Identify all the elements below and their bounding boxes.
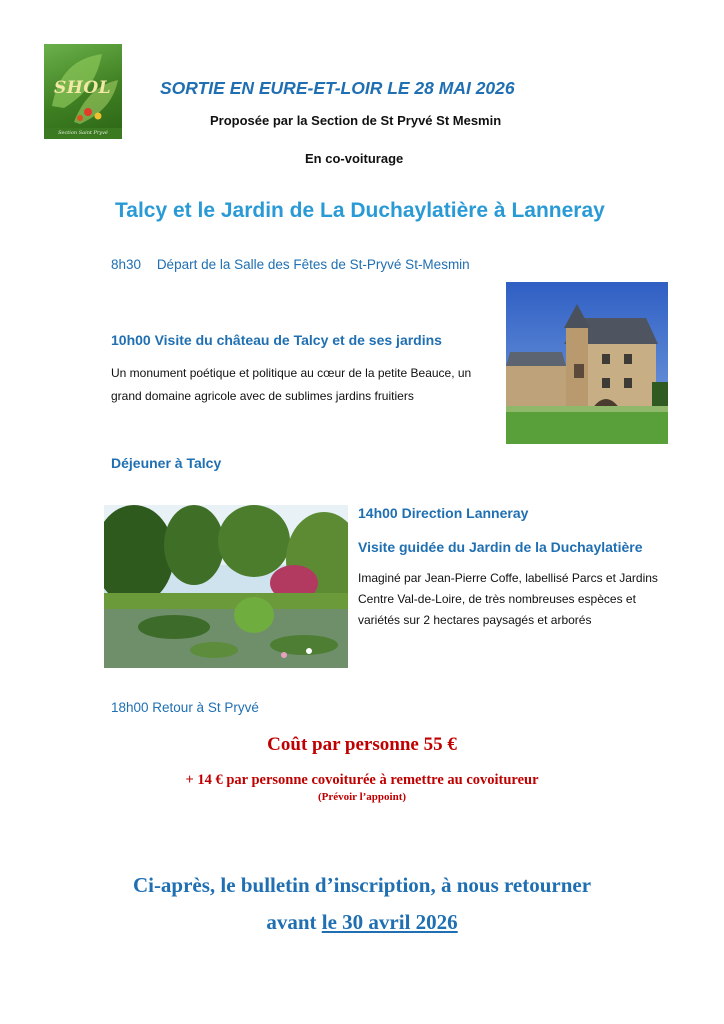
registration-note: Ci-après, le bulletin d’inscription, à nous retourner [132,873,592,897]
lunch-line: Déjeuner à Talcy [111,455,222,471]
departure-time: 8h30 [111,257,142,272]
logo-subtitle: Section Saint Pryvé [44,128,122,139]
chateau-visit-description: Un monument poétique et politique au cœur de la petite Beauce, un grand domaine agricole avec de sublimes jardins fruitiers [111,366,472,403]
chateau-visit-title: 10h00 Visite du château de Talcy et de ses jardins [111,332,442,348]
chateau-photo [506,282,668,444]
garden-visit-description: Imaginé par Jean-Pierre Coffe, labellisé Parcs et Jardins Centre Val-de-Loire, de très nombreuses espèces et variétés sur 2 hectares paysagés et arborés [358,571,658,627]
shol-logo [44,44,122,139]
garden-photo [104,505,348,668]
garden-visit-title: Visite guidée du Jardin de la Duchaylatière [358,539,643,555]
deadline-prefix: avant [266,910,322,934]
deadline-date: le 30 avril 2026 [321,910,458,934]
event-heading: SORTIE EN EURE-ET-LOIR LE 28 MAI 2026 [160,78,515,98]
organizer-line: Proposée par la Section de St Pryvé St Mesmin [210,113,502,128]
cost-line: Coût par personne 55 € [267,734,457,755]
exact-change-note: (Prévoir l’appoint) [317,791,407,803]
page-title: Talcy et le Jardin de La Duchaylatière à Lanneray [115,199,605,222]
return-line: 18h00 Retour à St Pryvé [111,700,259,715]
departure-text: Départ de la Salle des Fêtes de St-Pryvé St-Mesmin [156,257,470,272]
deadline-line [0,910,724,935]
afternoon-time: 14h00 Direction Lanneray [358,505,529,521]
departure-line [111,257,470,272]
logo-wordmark: SHOL [54,78,112,98]
transport-line: En co-voiturage [305,151,404,166]
carpool-fee-line: + 14 € par personne covoiturée à remettre au covoitureur [185,772,539,788]
